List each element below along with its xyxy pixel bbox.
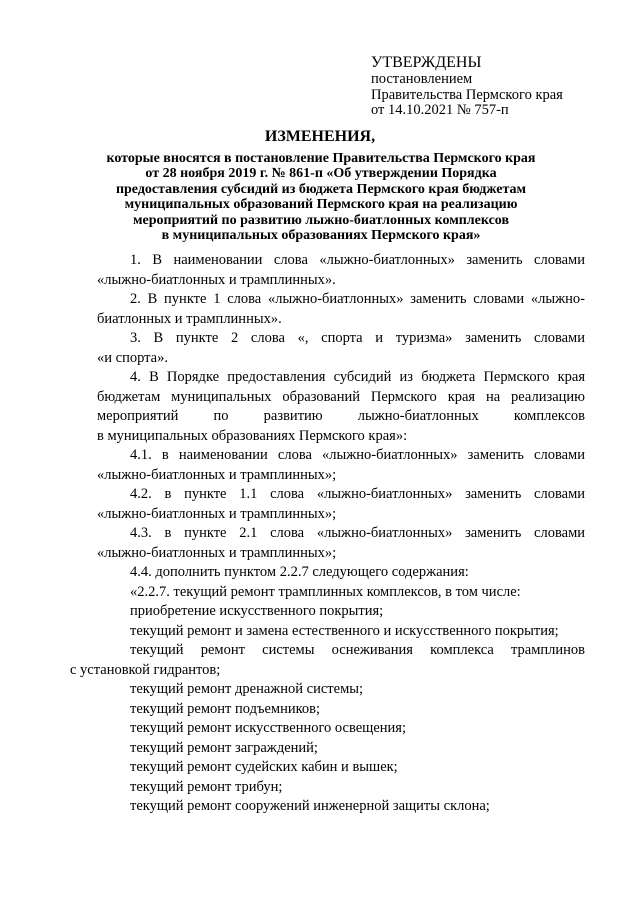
document-body <box>70 251 585 817</box>
document-subtitle <box>86 151 556 243</box>
body-line: текущий ремонт сооружений инженерной защиты склона; <box>130 798 490 814</box>
body-line: текущий ремонт системы оснеживания комплекса трамплинов <box>130 642 585 658</box>
subtitle-line: предоставления субсидий из бюджета Пермского края бюджетам <box>115 181 527 197</box>
body-line: с установкой гидрантов; <box>70 661 221 678</box>
body-line: 4.4. дополнить пунктом 2.2.7 следующего содержания: <box>130 564 469 580</box>
body-line: текущий ремонт дренажной системы; <box>130 681 364 697</box>
approval-block <box>371 54 621 119</box>
body-line: в муниципальных образованиях Пермского края»: <box>97 427 408 444</box>
body-line: «2.2.7. текущий ремонт трамплинных комплексов, в том числе: <box>130 583 521 600</box>
body-line: бюджетам муниципальных образований Пермского края на реализацию <box>97 388 585 405</box>
body-line: мероприятий по развитию лыжно-биатлонных комплексов <box>97 408 585 424</box>
body-line: текущий ремонт трибун; <box>130 778 283 795</box>
body-line: текущий ремонт искусственного освещения; <box>130 720 406 736</box>
body-line: биатлонных и трамплинных». <box>97 310 282 327</box>
subtitle-line: мероприятий по развитию лыжно-биатлонных комплексов <box>132 212 510 228</box>
body-line: «лыжно-биатлонных и трамплинных»; <box>97 544 337 561</box>
approval-line: постановлением <box>371 71 473 87</box>
subtitle-line: в муниципальных образованиях Пермского края» <box>161 228 481 244</box>
body-line: текущий ремонт подъемников; <box>130 700 321 717</box>
approval-title: УТВЕРЖДЕНЫ <box>371 54 482 71</box>
body-line: текущий ремонт и замена естественного и искусственного покрытия; <box>130 622 559 639</box>
body-line: «лыжно-биатлонных и трамплинных»; <box>97 466 337 483</box>
body-line: «лыжно-биатлонных и трамплинных». <box>97 271 336 288</box>
document-title: ИЗМЕНЕНИЯ, <box>264 128 376 145</box>
subtitle-line: которые вносятся в постановление Правительства Пермского края <box>106 151 536 166</box>
subtitle-line: муниципальных образований Пермского края на реализацию <box>124 197 518 213</box>
body-line: 2. В пункте 1 слова «лыжно-биатлонных» заменить словами «лыжно- <box>130 291 585 307</box>
body-line: 4.3. в пункте 2.1 слова «лыжно-биатлонных» заменить словами <box>130 525 585 541</box>
approval-line: Правительства Пермского края <box>371 86 563 103</box>
body-line: «и спорта». <box>97 349 168 366</box>
body-line: текущий ремонт заграждений; <box>130 739 318 756</box>
body-line: 1. В наименовании слова «лыжно-биатлонных» заменить словами <box>130 252 585 268</box>
subtitle-line: от 28 ноября 2019 г. № 861-п «Об утверждении Порядка <box>145 166 497 182</box>
body-line: «лыжно-биатлонных и трамплинных»; <box>97 505 337 522</box>
approval-line: от 14.10.2021 № 757-п <box>371 102 509 118</box>
body-line: приобретение искусственного покрытия; <box>130 603 384 619</box>
body-line: 4. В Порядке предоставления субсидий из бюджета Пермского края <box>130 369 585 385</box>
body-line: 3. В пункте 2 слова «, спорта и туризма» заменить словами <box>130 330 585 346</box>
body-line: 4.1. в наименовании слова «лыжно-биатлонных» заменить словами <box>130 447 585 463</box>
body-line: 4.2. в пункте 1.1 слова «лыжно-биатлонных» заменить словами <box>130 486 585 502</box>
body-line: текущий ремонт судейских кабин и вышек; <box>130 759 398 775</box>
